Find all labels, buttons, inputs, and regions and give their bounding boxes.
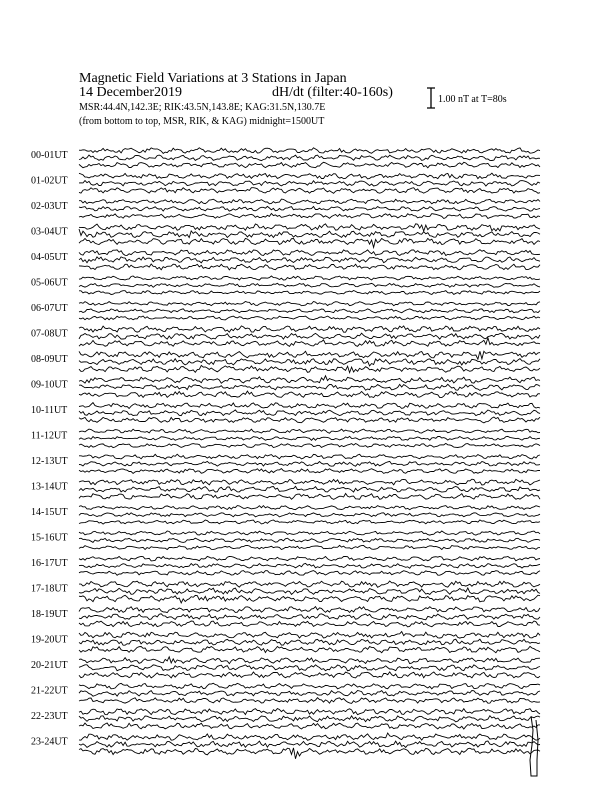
row-label: 03-04UT	[31, 226, 68, 238]
trace-kag	[79, 506, 540, 510]
trace-rik	[79, 716, 540, 722]
row-label: 12-13UT	[31, 456, 68, 467]
row-label: 01-02UT	[31, 175, 68, 187]
trace-kag	[79, 326, 540, 332]
station-coordinates: MSR:44.4N,142.3E; RIK:43.5N,143.8E; KAG:31.5N,130.7E	[79, 102, 326, 113]
row-label: 00-01UT	[31, 150, 68, 161]
trace-msr	[79, 162, 540, 168]
trace-msr	[79, 316, 540, 320]
row-label: 18-19UT	[31, 609, 68, 620]
row-label: 10-11UT	[31, 405, 68, 416]
trace-rik	[79, 436, 540, 440]
row-label: 15-16UT	[31, 532, 68, 544]
trace-rik	[79, 333, 540, 339]
trace-rik	[79, 563, 540, 568]
row-label: 17-18UT	[31, 583, 68, 595]
row-label: 20-21UT	[31, 660, 68, 671]
trace-kag	[79, 173, 540, 179]
trace-msr	[79, 646, 540, 652]
trace-kag	[79, 224, 540, 231]
trace-rik	[79, 181, 540, 186]
trace-rik	[79, 283, 540, 287]
row-label: 11-12UT	[31, 430, 68, 442]
row-label: 19-20UT	[31, 634, 68, 646]
scale-bar	[427, 88, 435, 108]
trace-excursion	[530, 716, 538, 776]
trace-msr	[79, 338, 540, 347]
trace-kag	[79, 607, 540, 613]
trace-kag	[79, 479, 540, 485]
trace-rik	[79, 741, 540, 747]
trace-msr	[79, 214, 540, 219]
trace-rik	[79, 513, 540, 517]
chart-title: Magnetic Field Variations at 3 Stations in Japan	[79, 71, 347, 86]
trace-rik	[79, 588, 540, 595]
trace-kag	[79, 351, 540, 359]
trace-rik	[79, 410, 540, 416]
scale-bar-label: 1.00 nT at T=80s	[438, 94, 507, 105]
trace-msr	[79, 698, 540, 704]
trace-kag	[79, 454, 540, 459]
trace-kag	[79, 657, 540, 664]
trace-kag	[79, 376, 540, 383]
row-label: 22-23UT	[31, 711, 68, 722]
trace-rik	[79, 665, 540, 671]
trace-msr	[79, 264, 540, 270]
station-order-note: (from bottom to top, MSR, RIK, & KAG) midnight=1500UT	[79, 116, 325, 127]
row-label: 06-07UT	[31, 303, 68, 314]
trace-rik	[79, 206, 540, 211]
trace-rik	[79, 359, 540, 366]
row-label: 05-06UT	[31, 277, 68, 289]
trace-kag	[79, 683, 540, 689]
trace-kag	[79, 250, 540, 256]
trace-msr	[79, 723, 540, 729]
trace-msr	[79, 417, 540, 423]
trace-kag	[79, 276, 540, 280]
trace-kag	[79, 581, 540, 587]
row-label: 07-08UT	[31, 328, 68, 340]
row-label: 16-17UT	[31, 558, 68, 569]
trace-rik	[79, 229, 540, 238]
trace-kag	[79, 199, 540, 204]
trace-msr	[79, 365, 540, 372]
row-label: 23-24UT	[31, 736, 68, 748]
trace-msr	[79, 238, 540, 247]
row-label: 02-03UT	[31, 201, 68, 212]
trace-rik	[79, 486, 540, 492]
trace-msr	[79, 571, 540, 576]
trace-msr	[79, 494, 540, 500]
row-label: 09-10UT	[31, 379, 68, 391]
row-label: 13-14UT	[31, 481, 68, 493]
chart-filter: dH/dt (filter:40-160s)	[272, 85, 393, 100]
trace-kag	[79, 556, 540, 561]
trace-rik	[79, 538, 540, 542]
trace-rik	[79, 257, 540, 263]
trace-msr	[79, 545, 540, 549]
trace-msr	[79, 469, 540, 474]
trace-rik	[79, 384, 540, 390]
trace-kag	[79, 403, 540, 409]
trace-msr	[79, 672, 540, 678]
trace-rik	[79, 461, 540, 466]
trace-msr	[79, 748, 540, 759]
trace-msr	[79, 443, 540, 447]
trace-rik	[79, 155, 540, 161]
trace-msr	[79, 391, 540, 398]
row-label: 08-09UT	[31, 354, 68, 365]
row-label: 21-22UT	[31, 685, 68, 697]
trace-msr	[79, 621, 540, 627]
trace-kag	[79, 733, 540, 740]
trace-msr	[79, 188, 540, 194]
trace-kag	[79, 302, 540, 306]
trace-rik	[79, 614, 540, 620]
trace-rik	[79, 691, 540, 697]
trace-kag	[79, 709, 540, 715]
trace-kag	[79, 531, 540, 535]
trace-msr	[79, 520, 540, 524]
trace-rik	[79, 309, 540, 313]
trace-kag	[79, 632, 540, 639]
trace-msr	[79, 595, 540, 603]
trace-msr	[79, 291, 540, 295]
trace-kag	[79, 148, 540, 154]
row-label: 04-05UT	[31, 252, 68, 263]
row-label: 14-15UT	[31, 507, 68, 518]
trace-kag	[79, 429, 540, 433]
chart-date: 14 December2019	[79, 85, 183, 100]
trace-rik	[79, 639, 540, 645]
